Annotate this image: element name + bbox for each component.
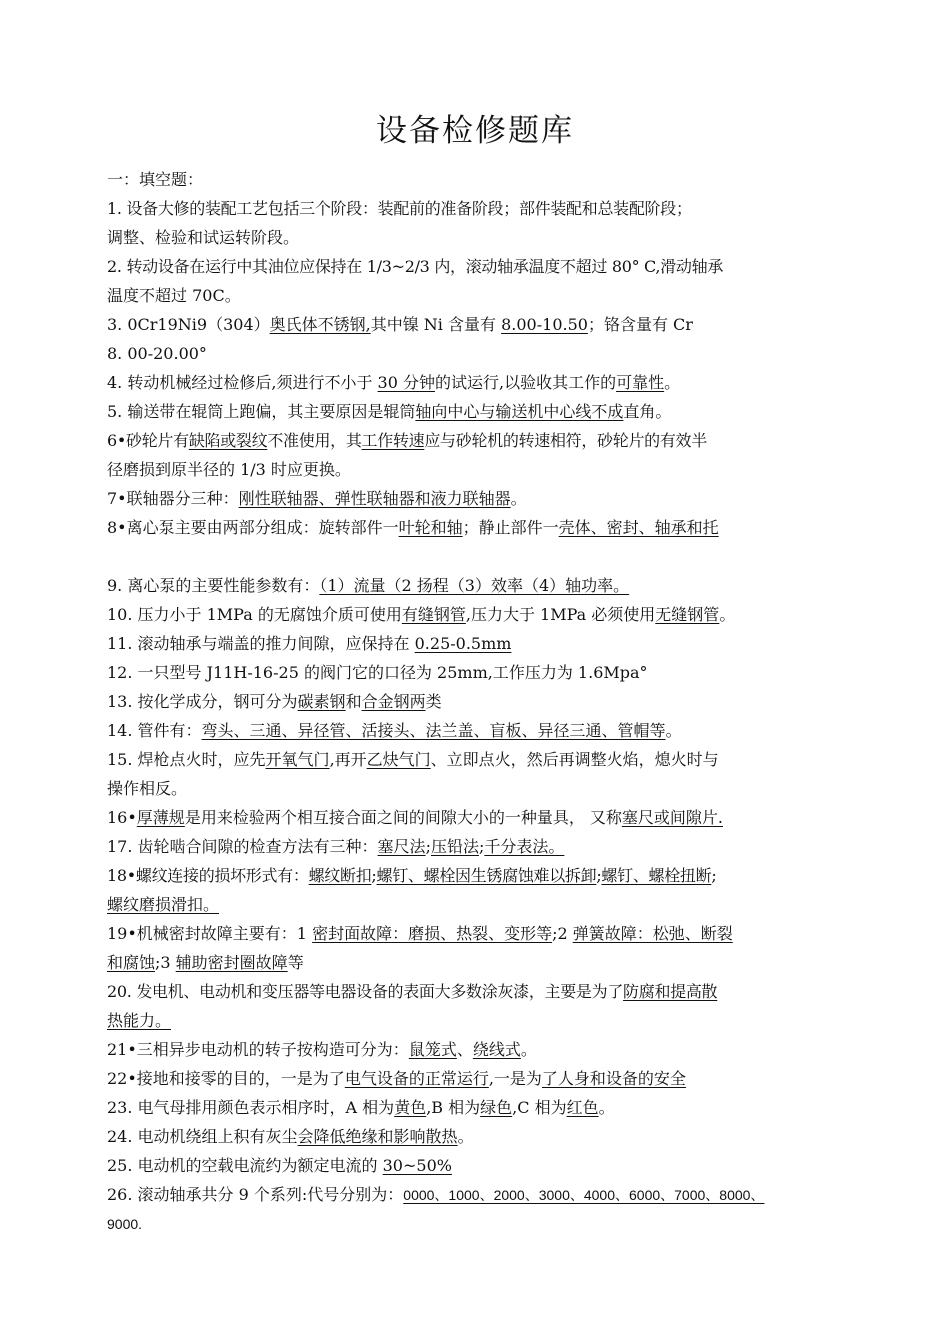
- question-text: ,C 相为: [512, 1098, 567, 1117]
- text-line: [107, 310, 847, 339]
- answer-text: 合金钢两: [361, 692, 426, 711]
- question-text: 4. 转动机械经过检修后,须进行不小于: [107, 373, 378, 392]
- question-text: 10. 压力小于 1MPa 的无腐蚀介质可使用: [107, 605, 402, 624]
- question-text: 、立即点火，然后再调整火焰，熄火时与: [430, 750, 719, 769]
- answer-text: 黄色: [394, 1098, 427, 1117]
- question-text: 、: [456, 1040, 473, 1059]
- answer-text: 了人身和设备的安全: [541, 1069, 686, 1088]
- question-text: 。: [598, 1098, 615, 1117]
- answer-text: 电气设备的正常运行: [344, 1069, 489, 1088]
- question-text: 21•三相异步电动机的转子按构造可分为：: [107, 1040, 409, 1059]
- answer-text: 30~50%: [382, 1156, 452, 1175]
- question-text: 。: [510, 489, 527, 508]
- answer-text: 鼠笼式: [408, 1040, 457, 1059]
- question-text: 17. 齿轮啮合间隙的检查方法有三种：: [107, 837, 378, 856]
- text-line: [107, 426, 847, 455]
- question-text: 24. 电动机绕组上积有灰尘: [107, 1127, 298, 1146]
- question-text: 2. 转动设备在运行中其油位应保持在 1/3~2/3 内，滚动轴承温度不超过 80° C,滑动轴承: [107, 257, 724, 276]
- text-line: [107, 455, 847, 484]
- question-text: 的试运行,以验收其工作的: [434, 373, 617, 392]
- answer-text: 8.00-10.50: [501, 315, 588, 334]
- question-text: 调整、检验和试运转阶段。: [107, 228, 300, 247]
- question-text: ,B 相为: [426, 1098, 481, 1117]
- answer-text: 碳素钢: [297, 692, 346, 711]
- answer-text: 轴向中心与输送机中心线不成: [415, 402, 624, 421]
- text-line: [107, 832, 847, 861]
- question-text: 和: [345, 692, 362, 711]
- text-line: [107, 687, 847, 716]
- answer-text: 压铅法: [430, 837, 479, 856]
- text-line: [107, 919, 847, 948]
- text-line: [107, 1180, 847, 1209]
- answer-text: 缺陷或裂纹: [188, 431, 268, 450]
- question-text: 。: [719, 605, 736, 624]
- answer-text: 工作转速: [361, 431, 425, 450]
- answer-text: 红色: [566, 1098, 599, 1117]
- question-text: 。: [664, 373, 681, 392]
- question-text: 25. 电动机的空载电流约为额定电流的: [107, 1156, 383, 1175]
- question-text: 6•砂轮片有: [107, 431, 189, 450]
- text-line: [107, 1122, 847, 1151]
- question-text: ;3: [155, 953, 176, 972]
- answer-text: 螺纹断扣: [308, 866, 372, 885]
- page-title: 设备检修题库: [376, 113, 574, 149]
- question-text: ,一是为: [488, 1069, 542, 1088]
- answer-text: 壳体、密封、轴承和托: [558, 518, 719, 537]
- question-text: ;: [425, 837, 431, 856]
- question-text: 26. 滚动轴承共分 9 个系列:代号分别为：: [107, 1185, 404, 1204]
- question-body: [107, 165, 847, 1238]
- answer-text: 可靠性: [616, 373, 665, 392]
- question-text: ;: [711, 866, 717, 885]
- text-line: [107, 948, 847, 977]
- question-text: 。: [520, 1040, 537, 1059]
- answer-text: 绿色: [480, 1098, 513, 1117]
- question-text: 应与砂轮机的转速相符，砂轮片的有效半: [424, 431, 707, 450]
- text-line: [107, 513, 847, 542]
- answer-text: 厚薄规: [136, 808, 185, 827]
- answer-text: 螺钉、螺栓因生锈腐蚀难以拆卸: [376, 866, 597, 885]
- answer-text: 绕线式: [472, 1040, 521, 1059]
- answer-text: 螺纹磨损滑扣。: [107, 895, 220, 914]
- text-line: [107, 1035, 847, 1064]
- answer-text: 千分表法。: [484, 837, 565, 856]
- question-text: 径磨损到原半径的 1/3 时应更换。: [107, 460, 351, 479]
- question-text: ;: [596, 866, 602, 885]
- text-line: [107, 977, 847, 1006]
- question-text: 1. 设备大修的装配工艺包括三个阶段：装配前的准备阶段；部件装配和总装配阶段；: [107, 199, 692, 218]
- question-text: ;2: [552, 924, 573, 943]
- answer-text: 塞尺法: [377, 837, 426, 856]
- text-line: [107, 252, 847, 281]
- text-line: [107, 890, 847, 919]
- question-text: ；铬含量有 Cr: [587, 315, 693, 334]
- section-heading: 一：填空题：: [107, 170, 204, 189]
- question-text: 直角。: [623, 402, 672, 421]
- answer-text: 会降低绝缘和影响散热: [297, 1127, 458, 1146]
- question-text: 18•螺纹连接的损坏形式有：: [107, 866, 309, 885]
- text-line: [107, 716, 847, 745]
- answer-text: 乙炔气门: [366, 750, 431, 769]
- text-line: [107, 368, 847, 397]
- text-line: [107, 223, 847, 252]
- text-line: [107, 194, 847, 223]
- question-text: 是用来检验两个相互接合面之间的间隙大小的一种量具， 又称: [184, 808, 622, 827]
- question-text: 22•接地和接零的目的，一是为了: [107, 1069, 345, 1088]
- text-line: [107, 803, 847, 832]
- question-text: 5. 输送带在辊筒上跑偏，其主要原因是辊筒: [107, 402, 416, 421]
- text-line: [107, 629, 847, 658]
- text-line: [107, 1151, 847, 1180]
- answer-text: 开氧气门: [265, 750, 330, 769]
- question-text: 11. 滚动轴承与端盖的推力间隙，应保持在: [107, 634, 415, 653]
- question-text: 12. 一只型号 J11H-16-25 的阀门它的口径为 25mm,工作压力为 1.6Mpa°: [107, 663, 648, 682]
- answer-text: 30 分钟: [377, 373, 435, 392]
- answer-text: 有缝钢管: [401, 605, 466, 624]
- answer-text: 螺钉、螺栓扭断: [601, 866, 712, 885]
- question-text: 16•: [107, 808, 137, 827]
- answer-text: 辅助密封圈故障: [175, 953, 288, 972]
- question-text: 类: [425, 692, 442, 711]
- question-text: 温度不超过 70C。: [107, 286, 241, 305]
- answer-text: 塞尺或间隙片.: [621, 808, 723, 827]
- text-line: [107, 861, 847, 890]
- text-line: [107, 397, 847, 426]
- question-text: 等: [287, 953, 304, 972]
- answer-text: 0.25-0.5mm: [414, 634, 512, 653]
- question-text: ,压力大于 1MPa 必须使用: [465, 605, 656, 624]
- text-line: [107, 1209, 847, 1238]
- answer-text: 和腐蚀: [107, 953, 156, 972]
- text-line: [107, 1093, 847, 1122]
- question-text: 9000.: [107, 1216, 143, 1232]
- question-text: 8. 00-20.00°: [107, 344, 207, 363]
- text-line: [107, 774, 847, 803]
- question-text: 23. 电气母排用颜色表示相序时，A 相为: [107, 1098, 395, 1117]
- answer-text: 无缝钢管: [655, 605, 720, 624]
- question-text: ;: [371, 866, 377, 885]
- text-line: [107, 484, 847, 513]
- text-line: [107, 600, 847, 629]
- question-text: ；静止部件一: [462, 518, 559, 537]
- answer-text: 密封面故障：磨损、热裂、变形等: [312, 924, 553, 943]
- question-text: 14. 管件有：: [107, 721, 202, 740]
- question-text: 9. 离心泵的主要性能参数有：: [107, 576, 320, 595]
- question-text: 其中镍 Ni 含量有: [370, 315, 502, 334]
- answer-text: （1）流量（2 扬程（3）效率（4）轴功率。: [319, 576, 630, 595]
- answer-text: 弯头、三通、异径管、活接头、法兰盖、盲板、异径三通、管帽等: [201, 721, 666, 740]
- answer-text: 刚性联轴器、弹性联轴器和液力联轴器: [238, 489, 511, 508]
- answer-text: 弹簧故障：松弛、断裂: [572, 924, 733, 943]
- answer-text: 0000、1000、2000、3000、4000、6000、7000、8000、: [403, 1187, 765, 1203]
- question-text: 3. 0Cr19Ni9（304）: [107, 315, 270, 334]
- question-text: 7•联轴器分三种：: [107, 489, 239, 508]
- text-line: [107, 745, 847, 774]
- answer-text: 奥氏体不锈钢,: [269, 315, 371, 334]
- text-line: [107, 1064, 847, 1093]
- question-text: 不准使用，其: [267, 431, 362, 450]
- question-text: ;: [478, 837, 485, 856]
- answer-text: 热能力。: [107, 1011, 172, 1030]
- answer-text: 防腐和提高散: [623, 982, 718, 1001]
- question-text: 。: [457, 1127, 474, 1146]
- question-text: 15. 焊枪点火时，应先: [107, 750, 266, 769]
- text-line: [107, 542, 847, 571]
- question-text: ,再开: [329, 750, 367, 769]
- text-line: [107, 571, 847, 600]
- question-text: 20. 发电机、电动机和变压器等电器设备的表面大多数涂灰漆，主要是为了: [107, 982, 624, 1001]
- question-text: 操作相反。: [107, 779, 188, 798]
- question-text: 。: [665, 721, 682, 740]
- question-text: 8•离心泵主要由两部分组成：旋转部件一: [107, 518, 399, 537]
- answer-text: 叶轮和轴: [398, 518, 463, 537]
- question-lines: [107, 194, 847, 1238]
- text-line: [107, 1006, 847, 1035]
- question-text: 19•机械密封故障主要有：1: [107, 924, 313, 943]
- question-text: 13. 按化学成分，钢可分为: [107, 692, 298, 711]
- text-line: [107, 658, 847, 687]
- text-line: [107, 339, 847, 368]
- text-line: [107, 281, 847, 310]
